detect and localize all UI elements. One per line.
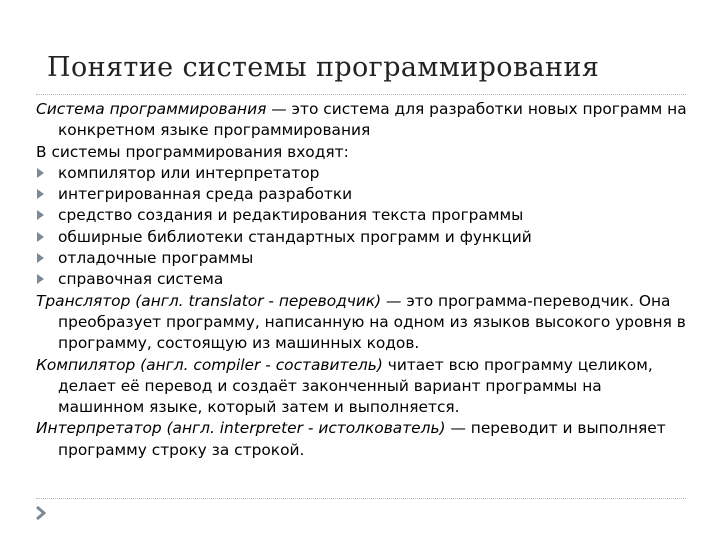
list-item [36,269,692,290]
list-item [36,163,692,184]
triangle-bullet-icon [37,189,44,199]
definition-translator [36,291,692,355]
definition-system-text: — это система для разработки новых программ на конкретном языке программирования [58,100,687,140]
slide-body [36,99,692,461]
slide-title: Понятие системы программирования [47,52,600,83]
title-divider [36,94,686,95]
footer-divider [36,498,686,499]
list-item [36,184,692,205]
list-item-text: обширные библиотеки стандартных программ и функций [58,227,532,246]
chevron-right-icon [34,505,48,521]
term-compiler: Компилятор (англ. compiler - составитель) [36,355,383,374]
list-item-text: справочная система [58,270,224,289]
list-item [36,248,692,269]
list-item-text: интегрированная среда разработки [58,185,353,204]
triangle-bullet-icon [37,274,44,284]
term-system: Система программирования [36,100,267,118]
triangle-bullet-icon [37,253,44,263]
triangle-bullet-icon [37,232,44,242]
term-interpreter: Интерпретатор (англ. interpreter - истолкователь) [36,419,446,438]
list-item-text: компилятор или интерпретатор [58,163,320,182]
list-item-text: средство создания и редактирования текста программы [58,206,524,225]
definition-compiler [36,355,692,419]
list-item [36,227,692,248]
term-translator: Транслятор (англ. translator - переводчик) [36,291,382,310]
definition-interpreter [36,418,692,461]
list-item-text: отладочные программы [58,249,254,268]
definition-compiler-text: читает всю программу целиком, делает её перевод и создаёт законченный вариант программы на машинном языке, который затем и выполняется. [58,355,653,417]
components-intro: В системы программирования входят: [36,142,349,161]
triangle-bullet-icon [37,210,44,220]
list-item [36,205,692,226]
definition-translator-text: — это программа-переводчик. Она преобразует программу, написанную на одном из языков высокого уровня в программу, состоящую из машинных кодов. [58,291,686,353]
triangle-bullet-icon [37,168,44,178]
definition-system [36,99,692,142]
definition-interpreter-text: — переводит и выполняет программу строку за строкой. [58,419,666,459]
